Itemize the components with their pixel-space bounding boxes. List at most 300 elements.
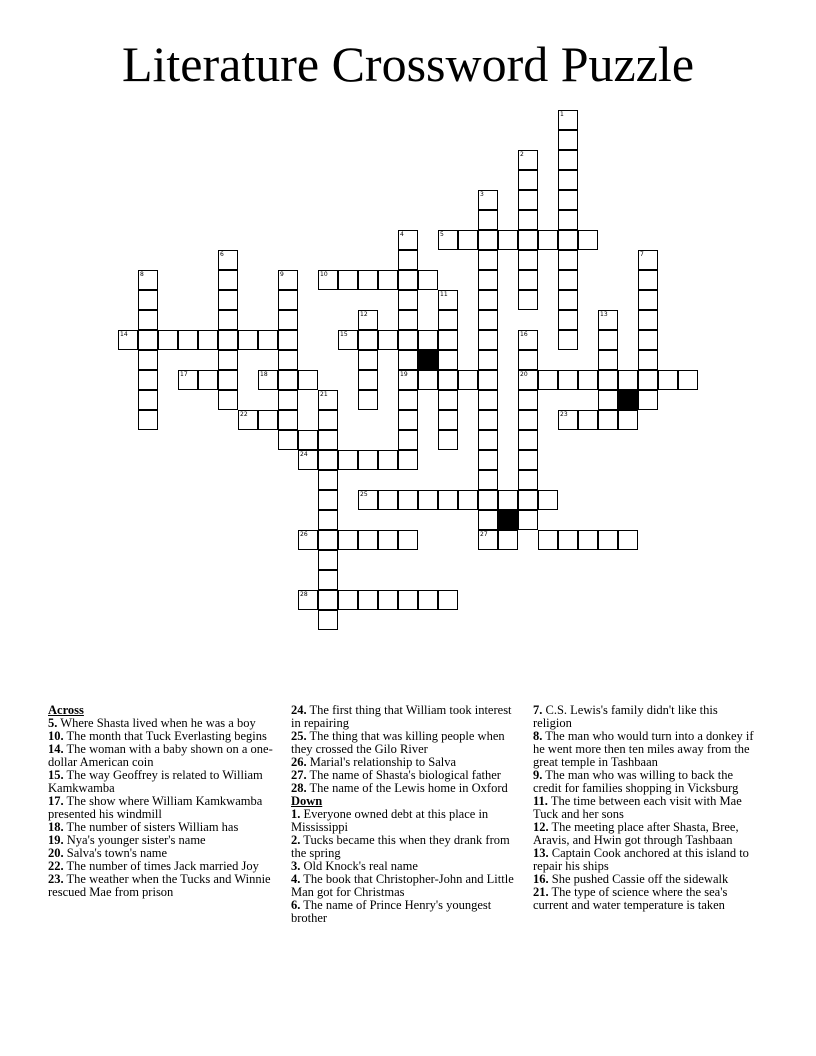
crossword-cell[interactable] [298,450,318,470]
crossword-cell[interactable] [378,450,398,470]
crossword-cell[interactable] [378,330,398,350]
crossword-cell[interactable] [518,350,538,370]
crossword-cell[interactable] [558,210,578,230]
crossword-cell[interactable] [478,530,498,550]
clue-number: 26 [300,531,308,538]
clue-text: C.S. Lewis's family didn't like this religion [533,703,718,730]
clue-number-label: 16. [533,872,549,886]
crossword-cell[interactable] [638,250,658,270]
crossword-cell[interactable] [278,390,298,410]
crossword-cell[interactable] [398,430,418,450]
crossword-cell[interactable] [598,530,618,550]
across-heading: Across [48,703,84,717]
crossword-cell[interactable] [278,330,298,350]
crossword-cell[interactable] [658,370,678,390]
clue-text: The thing that was killing people when they crossed the Gilo River [291,729,505,756]
crossword-cell[interactable] [358,450,378,470]
clue-text: Old Knock's real name [300,859,418,873]
clue-number: 28 [300,591,308,598]
crossword-cell[interactable] [578,410,598,430]
crossword-cell[interactable] [398,590,418,610]
crossword-cell[interactable] [518,150,538,170]
crossword-cell[interactable] [358,590,378,610]
crossword-cell[interactable] [558,190,578,210]
clue-number-label: 17. [48,794,64,808]
crossword-cell[interactable] [558,230,578,250]
clue-text: The first thing that William took interest in repairing [291,703,512,730]
crossword-cell[interactable] [538,370,558,390]
clue-text: The man who would turn into a donkey if he went more then ten miles away from the great temple in Tashbaan [533,729,754,769]
crossword-cell[interactable] [618,370,638,390]
crossword-cell[interactable] [398,290,418,310]
clue-column-2 [291,704,517,925]
crossword-cell[interactable] [298,370,318,390]
crossword-cell[interactable] [638,270,658,290]
crossword-cell[interactable] [558,370,578,390]
crossword-cell[interactable] [318,410,338,430]
clue-number: 11 [440,291,448,298]
crossword-cell[interactable] [218,310,238,330]
crossword-cell[interactable] [498,490,518,510]
crossword-cell[interactable] [478,430,498,450]
crossword-cell[interactable] [418,590,438,610]
crossword-cell[interactable] [558,170,578,190]
crossword-cell[interactable] [198,330,218,350]
clue-number-label: 6. [291,898,301,912]
clue-item [291,704,517,730]
clue-text: The weather when the Tucks and Winnie rescued Mae from prison [48,872,271,899]
crossword-cell[interactable] [378,490,398,510]
crossword-cell[interactable] [218,350,238,370]
clue-number: 21 [320,391,328,398]
crossword-cell[interactable] [438,430,458,450]
crossword-cell[interactable] [538,530,558,550]
crossword-cell[interactable] [598,330,618,350]
clue-item [48,795,274,821]
crossword-cell[interactable] [438,290,458,310]
crossword-cell[interactable] [478,210,498,230]
crossword-cell[interactable] [598,350,618,370]
crossword-cell[interactable] [178,370,198,390]
crossword-cell[interactable] [398,490,418,510]
crossword-cell[interactable] [518,190,538,210]
clue-item [533,769,759,795]
clue-text: The name of the Lewis home in Oxford [306,781,508,795]
crossword-cell[interactable] [298,430,318,450]
crossword-cell[interactable] [478,390,498,410]
clue-number: 12 [360,311,368,318]
clue-item [48,873,274,899]
crossword-cell[interactable] [278,290,298,310]
clue-text: The meeting place after Shasta, Bree, Aravis, and Hwin got through Tashbaan [533,820,739,847]
clue-item [48,769,274,795]
clue-item [291,782,517,795]
crossword-cell[interactable] [638,310,658,330]
crossword-cell[interactable] [238,330,258,350]
crossword-cell[interactable] [558,290,578,310]
crossword-cell[interactable] [238,410,258,430]
crossword-cell[interactable] [378,530,398,550]
crossword-cell[interactable] [478,270,498,290]
crossword-cell[interactable] [518,410,538,430]
crossword-cell[interactable] [458,490,478,510]
clue-number-label: 9. [533,768,543,782]
crossword-cell[interactable] [558,310,578,330]
crossword-cell[interactable] [518,450,538,470]
crossword-cell[interactable] [158,330,178,350]
clue-text: The show where William Kamkwamba presented his windmill [48,794,263,821]
crossword-cell[interactable] [398,270,418,290]
clue-number: 27 [480,531,488,538]
clue-item [291,834,517,860]
crossword-cell[interactable] [638,390,658,410]
clue-number: 1 [560,111,564,118]
crossword-cell[interactable] [358,490,378,510]
crossword-cell[interactable] [258,410,278,430]
crossword-cell[interactable] [638,350,658,370]
clue-number: 5 [440,231,444,238]
crossword-cell[interactable] [318,490,338,510]
crossword-cell[interactable] [258,370,278,390]
clue-item [291,899,517,925]
crossword-cell[interactable] [478,490,498,510]
clue-number: 15 [340,331,348,338]
crossword-cell[interactable] [678,370,698,390]
clue-number-label: 14. [48,742,64,756]
crossword-cell[interactable] [318,470,338,490]
crossword-cell[interactable] [478,350,498,370]
crossword-cell[interactable] [598,310,618,330]
crossword-cell[interactable] [598,370,618,390]
clue-number: 20 [520,371,528,378]
clue-text: The woman with a baby shown on a one-dollar American coin [48,742,273,769]
crossword-cell[interactable] [398,450,418,470]
clue-item [291,873,517,899]
crossword-cell[interactable] [518,470,538,490]
clue-number: 24 [300,451,308,458]
crossword-cell[interactable] [518,170,538,190]
crossword-cell[interactable] [278,370,298,390]
crossword-cell[interactable] [358,310,378,330]
crossword-cell[interactable] [518,230,538,250]
clue-number-label: 13. [533,846,549,860]
crossword-cell[interactable] [218,390,238,410]
clue-item [533,730,759,769]
clue-number: 16 [520,331,528,338]
crossword-cell[interactable] [438,330,458,350]
crossword-cell[interactable] [358,330,378,350]
clue-number-label: 10. [48,729,64,743]
crossword-cell[interactable] [558,150,578,170]
crossword-cell[interactable] [138,290,158,310]
clue-number-label: 27. [291,768,307,782]
crossword-cell[interactable] [118,330,138,350]
crossword-cell[interactable] [378,590,398,610]
clue-text: Marial's relationship to Salva [306,755,457,769]
crossword-cell[interactable] [178,330,198,350]
clue-number-label: 21. [533,885,549,899]
crossword-cell[interactable] [438,490,458,510]
crossword-cell[interactable] [298,590,318,610]
crossword-cell[interactable] [138,330,158,350]
crossword-cell[interactable] [398,370,418,390]
clue-number-label: 25. [291,729,307,743]
clue-item [48,743,274,769]
clue-text: The number of sisters William has [63,820,239,834]
crossword-cell[interactable] [558,530,578,550]
crossword-cell[interactable] [338,450,358,470]
crossword-cell[interactable] [398,350,418,370]
clue-item [533,821,759,847]
crossword-cell[interactable] [478,250,498,270]
crossword-cell[interactable] [478,230,498,250]
crossword-cell[interactable] [538,490,558,510]
clue-number-label: 4. [291,872,301,886]
clue-number-label: 15. [48,768,64,782]
crossword-cell[interactable] [518,290,538,310]
crossword-cell[interactable] [518,510,538,530]
crossword-cell[interactable] [478,470,498,490]
clue-number: 19 [400,371,408,378]
crossword-cell[interactable] [518,270,538,290]
clue-number-label: 8. [533,729,543,743]
crossword-cell[interactable] [418,330,438,350]
clue-column-3 [533,704,759,912]
crossword-cell[interactable] [218,330,238,350]
crossword-cell[interactable] [518,370,538,390]
crossword-cell[interactable] [138,270,158,290]
down-heading: Down [291,794,323,808]
crossword-cell[interactable] [338,590,358,610]
clue-number: 9 [280,271,284,278]
crossword-cell[interactable] [478,290,498,310]
clue-number-label: 20. [48,846,64,860]
clue-item [533,704,759,730]
crossword-cell[interactable] [478,190,498,210]
crossword-cell[interactable] [558,270,578,290]
clue-number-label: 23. [48,872,64,886]
crossword-cell[interactable] [418,270,438,290]
clue-number-label: 24. [291,703,307,717]
crossword-cell[interactable] [358,270,378,290]
crossword-cell[interactable] [458,370,478,390]
crossword-cell[interactable] [298,530,318,550]
clue-text: Where Shasta lived when he was a boy [57,716,256,730]
crossword-cell[interactable] [478,310,498,330]
crossword-cell[interactable] [138,390,158,410]
clue-number: 4 [400,231,404,238]
clue-number: 3 [480,191,484,198]
crossword-cell[interactable] [518,210,538,230]
crossword-cell[interactable] [318,430,338,450]
clue-number-label: 12. [533,820,549,834]
clue-item [533,795,759,821]
clue-text: Nya's younger sister's name [63,833,206,847]
clue-number-label: 22. [48,859,64,873]
crossword-cell[interactable] [378,270,398,290]
clue-number-label: 28. [291,781,307,795]
crossword-cell[interactable] [318,270,338,290]
clue-number-label: 18. [48,820,64,834]
crossword-cell[interactable] [358,530,378,550]
page-title: Literature Crossword Puzzle [121,36,695,92]
clue-number: 14 [120,331,128,338]
clue-text: The man who was willing to back the credit for families shopping in Vicksburg [533,768,739,795]
crossword-cell[interactable] [578,370,598,390]
crossword-cell[interactable] [318,550,338,570]
crossword-cell[interactable] [278,350,298,370]
crossword-cell[interactable] [398,310,418,330]
crossword-cell[interactable] [518,430,538,450]
clue-number: 2 [520,151,524,158]
crossword-block [498,510,518,530]
crossword-cell[interactable] [638,330,658,350]
crossword-cell[interactable] [578,530,598,550]
crossword-cell[interactable] [218,290,238,310]
crossword-cell[interactable] [198,370,218,390]
crossword-cell[interactable] [438,590,458,610]
clue-number-label: 7. [533,703,543,717]
crossword-cell[interactable] [278,270,298,290]
crossword-cell[interactable] [338,530,358,550]
crossword-cell[interactable] [638,290,658,310]
crossword-cell[interactable] [438,310,458,330]
crossword-cell[interactable] [358,390,378,410]
clue-item [533,886,759,912]
crossword-cell[interactable] [398,250,418,270]
clue-text: The number of times Jack married Joy [63,859,259,873]
clue-number-label: 11. [533,794,548,808]
crossword-cell[interactable] [438,370,458,390]
crossword-cell[interactable] [418,370,438,390]
crossword-cell[interactable] [358,350,378,370]
crossword-cell[interactable] [278,310,298,330]
clue-number: 18 [260,371,268,378]
crossword-cell[interactable] [398,390,418,410]
crossword-cell[interactable] [438,350,458,370]
clue-number-label: 3. [291,859,301,873]
clue-text: The book that Christopher-John and Little Man got for Christmas [291,872,514,899]
clue-number-label: 2. [291,833,301,847]
clue-item [533,847,759,873]
crossword-cell[interactable] [338,270,358,290]
crossword-cell[interactable] [318,610,338,630]
crossword-cell[interactable] [558,110,578,130]
crossword-cell[interactable] [438,230,458,250]
clue-text: The name of Prince Henry's youngest brother [291,898,492,925]
crossword-cell[interactable] [558,250,578,270]
crossword-cell[interactable] [618,410,638,430]
clue-text: Everyone owned debt at this place in Mississippi [291,807,489,834]
crossword-cell[interactable] [398,330,418,350]
crossword-cell[interactable] [518,330,538,350]
crossword-cell[interactable] [258,330,278,350]
clue-number: 25 [360,491,368,498]
crossword-cell[interactable] [318,590,338,610]
clue-number: 17 [180,371,188,378]
crossword-cell[interactable] [478,410,498,430]
crossword-cell[interactable] [498,530,518,550]
clue-text: Tucks became this when they drank from the spring [291,833,510,860]
clue-number-label: 5. [48,716,58,730]
clue-column-1 [48,704,274,899]
crossword-cell[interactable] [598,410,618,430]
crossword-cell[interactable] [478,330,498,350]
crossword-cell[interactable] [318,450,338,470]
crossword-cell[interactable] [398,410,418,430]
crossword-cell[interactable] [318,530,338,550]
crossword-cell[interactable] [598,390,618,410]
crossword-cell[interactable] [558,130,578,150]
clue-number-label: 26. [291,755,307,769]
clue-text: Captain Cook anchored at this island to repair his ships [533,846,749,873]
crossword-cell[interactable] [418,490,438,510]
clue-number: 22 [240,411,248,418]
crossword-cell[interactable] [558,410,578,430]
crossword-cell[interactable] [518,390,538,410]
crossword-cell[interactable] [498,230,518,250]
crossword-cell[interactable] [138,350,158,370]
clue-number: 8 [140,271,144,278]
crossword-cell[interactable] [538,230,558,250]
crossword-cell[interactable] [638,370,658,390]
crossword-cell[interactable] [278,410,298,430]
crossword-cell[interactable] [338,330,358,350]
crossword-block [618,390,638,410]
crossword-cell[interactable] [518,250,538,270]
crossword-cell[interactable] [478,370,498,390]
clue-number: 23 [560,411,568,418]
crossword-cell[interactable] [618,530,638,550]
clue-text: The way Geoffrey is related to William Kamkwamba [48,768,263,795]
crossword-cell[interactable] [478,450,498,470]
clue-text: The time between each visit with Mae Tuck and her sons [533,794,742,821]
crossword-cell[interactable] [138,370,158,390]
crossword-cell[interactable] [518,490,538,510]
crossword-cell[interactable] [218,250,238,270]
crossword-cell[interactable] [138,410,158,430]
crossword-cell[interactable] [578,230,598,250]
crossword-cell[interactable] [318,570,338,590]
clue-number: 13 [600,311,608,318]
clue-number-label: 19. [48,833,64,847]
crossword-cell[interactable] [398,230,418,250]
crossword-cell[interactable] [278,430,298,450]
crossword-cell[interactable] [318,510,338,530]
crossword-block [418,350,438,370]
crossword-cell[interactable] [218,370,238,390]
clue-number: 6 [220,251,224,258]
clue-text: Salva's town's name [63,846,168,860]
crossword-cell[interactable] [318,390,338,410]
clue-item [291,808,517,834]
crossword-cell[interactable] [438,410,458,430]
clue-text: The name of Shasta's biological father [306,768,501,782]
clue-number-label: 1. [291,807,301,821]
clue-number: 10 [320,271,328,278]
crossword-cell[interactable] [218,270,238,290]
crossword-cell[interactable] [138,310,158,330]
crossword-cell[interactable] [478,510,498,530]
crossword-cell[interactable] [398,530,418,550]
crossword-cell[interactable] [458,230,478,250]
crossword-cell[interactable] [358,370,378,390]
clue-item [291,730,517,756]
clue-text: The month that Tuck Everlasting begins [63,729,267,743]
crossword-cell[interactable] [438,390,458,410]
crossword-cell[interactable] [558,330,578,350]
clue-text: She pushed Cassie off the sidewalk [548,872,729,886]
